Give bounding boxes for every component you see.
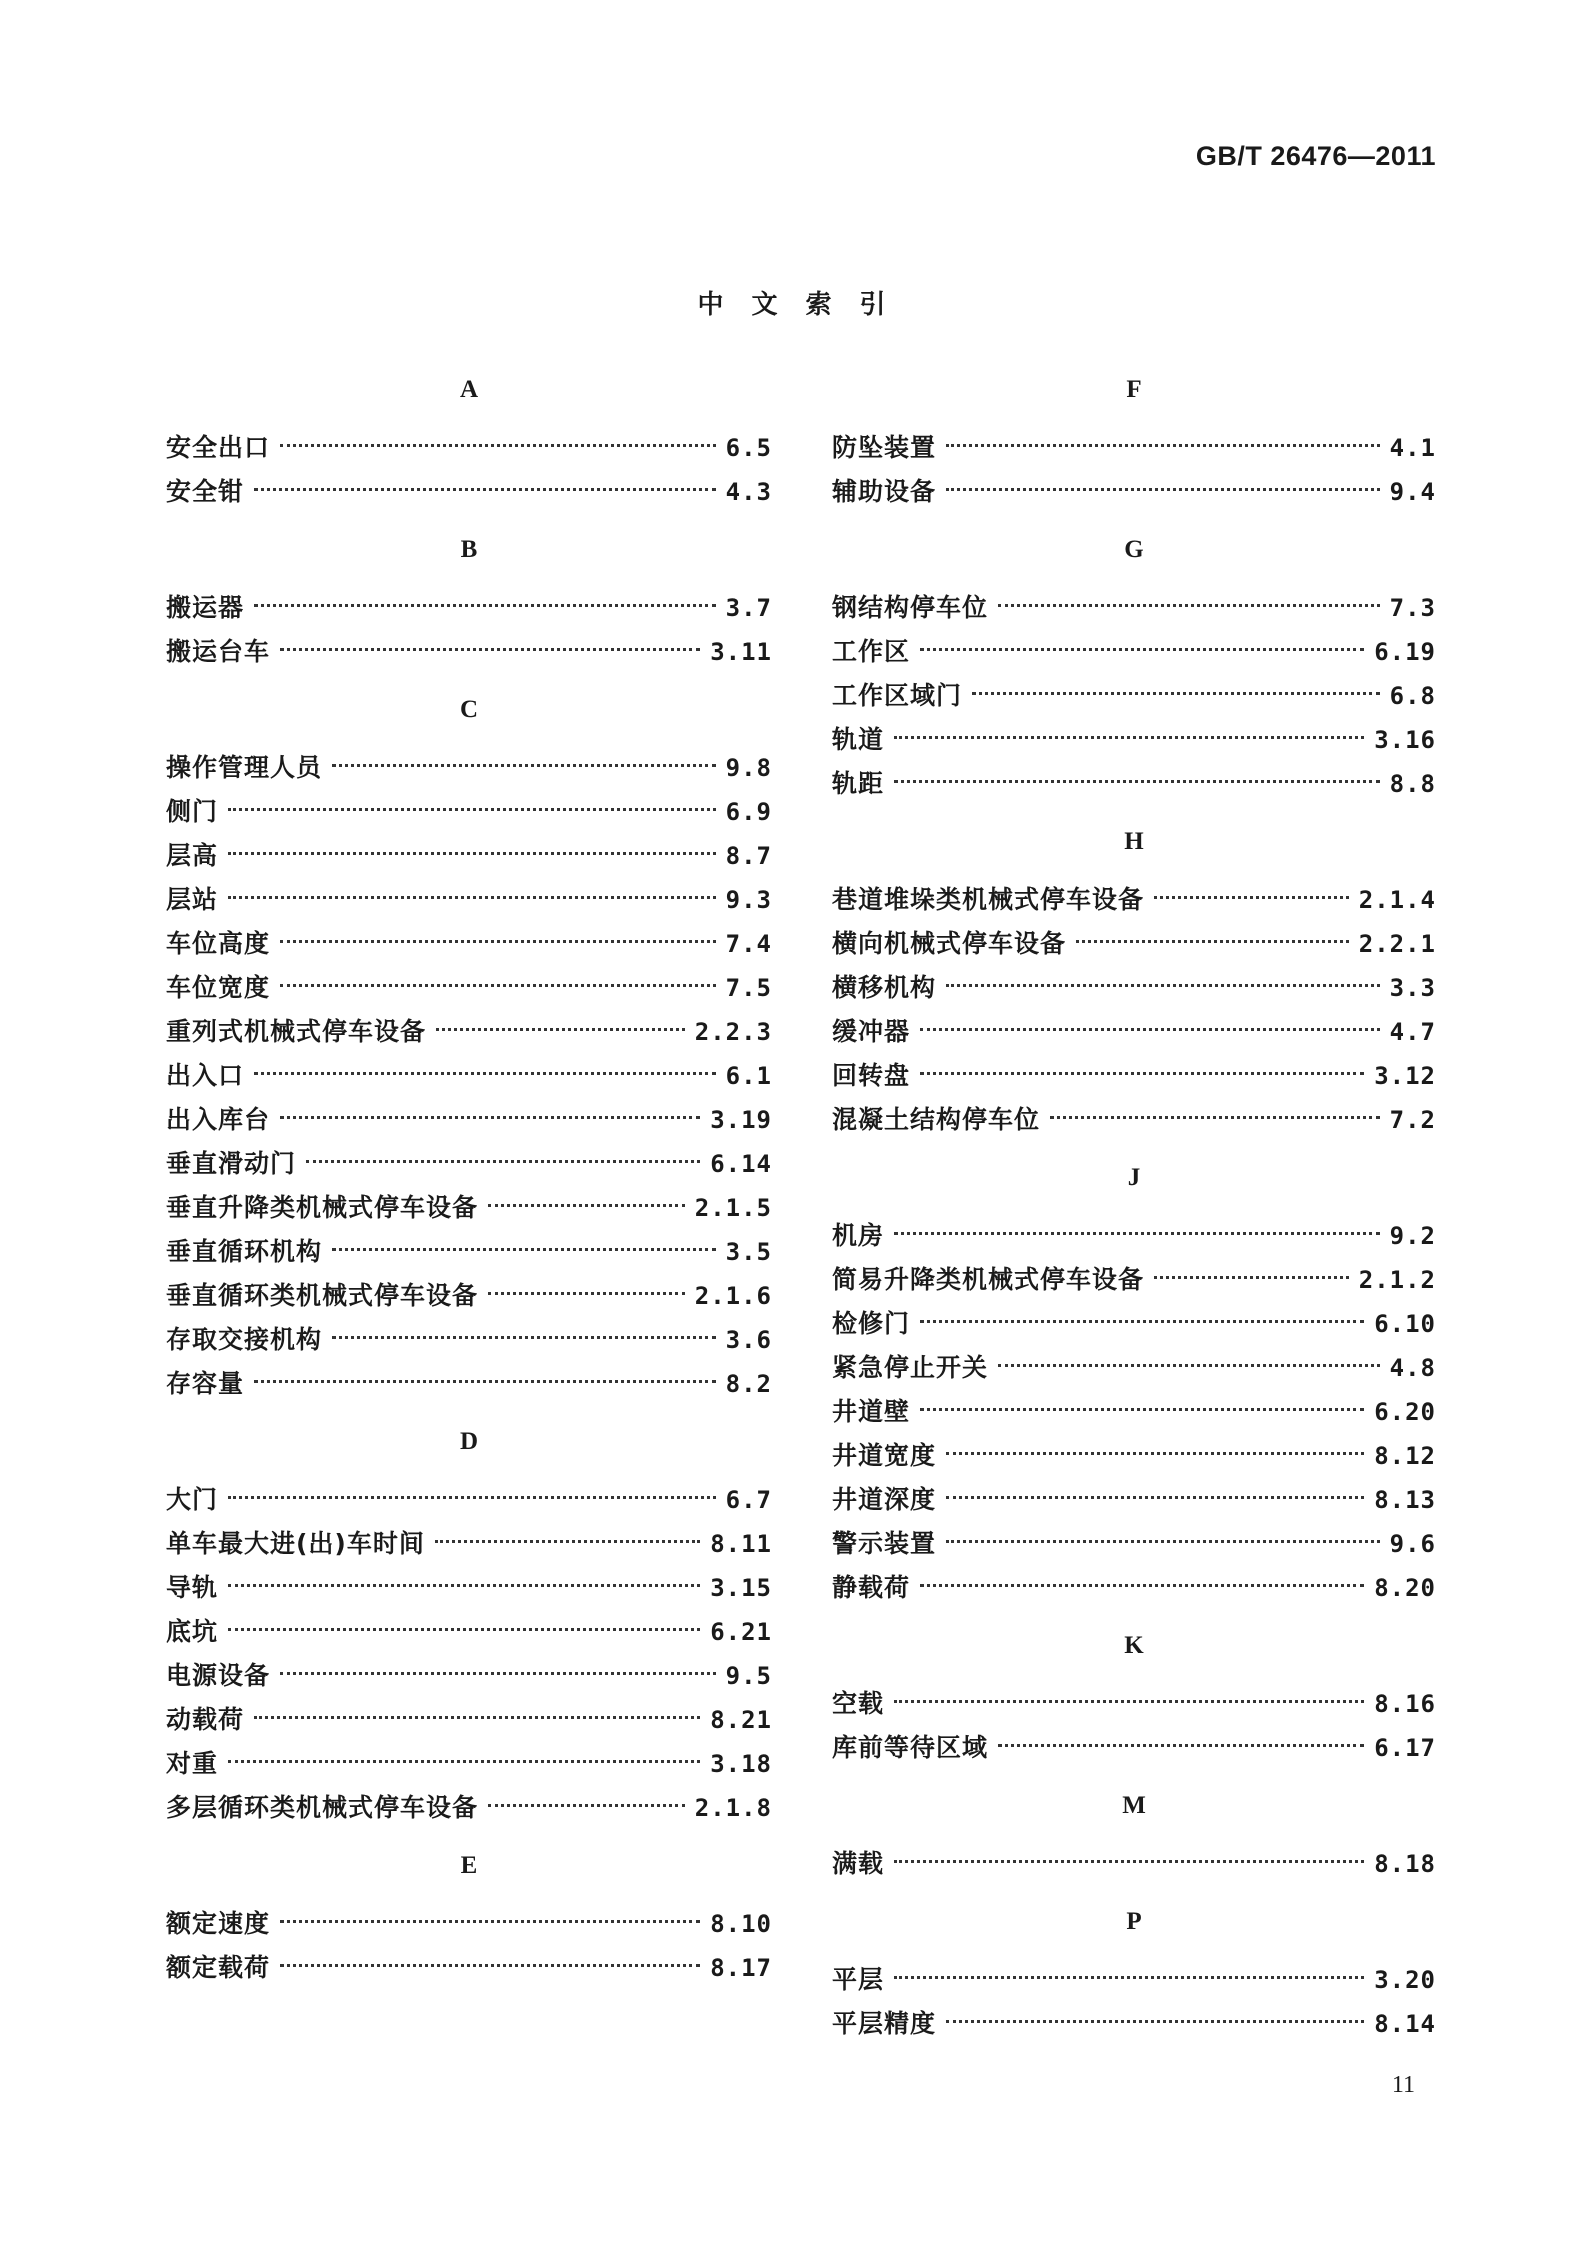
index-section bbox=[832, 1624, 1436, 1770]
leader-dots bbox=[488, 1204, 685, 1207]
index-section bbox=[166, 1844, 772, 1990]
entry-clause-number: 9.6 bbox=[1389, 1530, 1436, 1558]
entry-clause-number: 9.4 bbox=[1389, 478, 1436, 506]
section-letter: P bbox=[1126, 1908, 1142, 1935]
index-entry bbox=[166, 1610, 772, 1654]
leader-dots bbox=[254, 604, 716, 607]
index-entry bbox=[832, 1726, 1436, 1770]
index-entry bbox=[166, 1054, 772, 1098]
entry-term: 重列式机械式停车设备 bbox=[166, 1017, 427, 1046]
entry-clause-number: 8.17 bbox=[710, 1954, 772, 1982]
entry-clause-number: 3.3 bbox=[1389, 974, 1436, 1002]
entry-term: 垂直滑动门 bbox=[166, 1149, 297, 1178]
leader-dots bbox=[894, 1976, 1364, 1979]
leader-dots bbox=[488, 1292, 685, 1295]
page-number: 11 bbox=[1391, 2072, 1415, 2098]
index-entry bbox=[166, 630, 772, 674]
entry-term: 额定载荷 bbox=[166, 1953, 271, 1982]
entry-term: 多层循环类机械式停车设备 bbox=[166, 1793, 479, 1822]
leader-dots bbox=[280, 984, 716, 987]
entry-clause-number: 2.1.4 bbox=[1358, 886, 1436, 914]
index-entry bbox=[832, 1958, 1436, 2002]
entry-clause-number: 3.18 bbox=[710, 1750, 772, 1778]
leader-dots bbox=[306, 1160, 700, 1163]
entry-clause-number: 6.8 bbox=[1389, 682, 1436, 710]
entry-term: 工作区域门 bbox=[832, 681, 963, 710]
index-column-left bbox=[166, 368, 772, 1990]
leader-dots bbox=[280, 1672, 716, 1675]
index-entry bbox=[166, 1274, 772, 1318]
index-section bbox=[832, 368, 1436, 514]
index-entry bbox=[832, 966, 1436, 1010]
index-entry bbox=[832, 1478, 1436, 1522]
entry-clause-number: 3.16 bbox=[1374, 726, 1436, 754]
index-entry bbox=[832, 1010, 1436, 1054]
entry-term: 操作管理人员 bbox=[166, 753, 323, 782]
entry-term: 额定速度 bbox=[166, 1909, 271, 1938]
entry-term: 库前等待区域 bbox=[832, 1733, 989, 1762]
index-entry bbox=[832, 1346, 1436, 1390]
leader-dots bbox=[228, 808, 716, 811]
leader-dots bbox=[488, 1804, 685, 1807]
index-entry bbox=[166, 1186, 772, 1230]
entry-term: 出入口 bbox=[166, 1061, 245, 1090]
leader-dots bbox=[894, 1860, 1364, 1863]
entry-term: 简易升降类机械式停车设备 bbox=[832, 1265, 1145, 1294]
index-section bbox=[166, 368, 772, 514]
entry-term: 对重 bbox=[166, 1749, 219, 1778]
entry-clause-number: 7.4 bbox=[725, 930, 772, 958]
leader-dots bbox=[946, 1496, 1364, 1499]
index-entry bbox=[166, 1654, 772, 1698]
entry-clause-number: 8.16 bbox=[1374, 1690, 1436, 1718]
leader-dots bbox=[972, 692, 1380, 695]
index-entry bbox=[832, 630, 1436, 674]
entry-clause-number: 2.1.8 bbox=[694, 1794, 772, 1822]
index-entry bbox=[832, 1522, 1436, 1566]
index-entry bbox=[166, 922, 772, 966]
leader-dots bbox=[332, 1248, 716, 1251]
index-section bbox=[832, 1156, 1436, 1610]
entry-term: 机房 bbox=[832, 1221, 885, 1250]
leader-dots bbox=[280, 1116, 700, 1119]
page-title: 中文索引 bbox=[697, 290, 914, 320]
entry-term: 井道宽度 bbox=[832, 1441, 937, 1470]
leader-dots bbox=[998, 1744, 1364, 1747]
leader-dots bbox=[946, 2020, 1364, 2023]
entry-term: 轨道 bbox=[832, 725, 885, 754]
index-entry bbox=[832, 718, 1436, 762]
entry-clause-number: 9.3 bbox=[725, 886, 772, 914]
entry-clause-number: 9.2 bbox=[1389, 1222, 1436, 1250]
index-entry bbox=[166, 470, 772, 514]
index-entry bbox=[166, 746, 772, 790]
index-entry bbox=[166, 878, 772, 922]
entry-clause-number: 8.14 bbox=[1374, 2010, 1436, 2038]
leader-dots bbox=[228, 1584, 700, 1587]
index-entry bbox=[832, 1258, 1436, 1302]
leader-dots bbox=[254, 1380, 716, 1383]
leader-dots bbox=[1050, 1116, 1380, 1119]
leader-dots bbox=[280, 1920, 700, 1923]
section-letter: C bbox=[459, 696, 479, 723]
entry-term: 轨距 bbox=[832, 769, 885, 798]
entry-clause-number: 6.5 bbox=[725, 434, 772, 462]
entry-term: 动载荷 bbox=[166, 1705, 245, 1734]
index-entry bbox=[166, 1786, 772, 1830]
leader-dots bbox=[332, 1336, 716, 1339]
leader-dots bbox=[920, 1584, 1364, 1587]
index-entry bbox=[166, 1230, 772, 1274]
leader-dots bbox=[280, 444, 716, 447]
entry-clause-number: 7.2 bbox=[1389, 1106, 1436, 1134]
entry-term: 回转盘 bbox=[832, 1061, 911, 1090]
leader-dots bbox=[280, 648, 700, 651]
index-entry bbox=[166, 1742, 772, 1786]
entry-term: 静载荷 bbox=[832, 1573, 911, 1602]
index-section bbox=[166, 1420, 772, 1830]
entry-term: 搬运台车 bbox=[166, 637, 271, 666]
entry-clause-number: 6.19 bbox=[1374, 638, 1436, 666]
entry-clause-number: 8.18 bbox=[1374, 1850, 1436, 1878]
entry-term: 警示装置 bbox=[832, 1529, 937, 1558]
entry-clause-number: 3.7 bbox=[725, 594, 772, 622]
entry-term: 大门 bbox=[166, 1485, 219, 1514]
index-entry bbox=[832, 1842, 1436, 1886]
entry-clause-number: 7.5 bbox=[725, 974, 772, 1002]
leader-dots bbox=[435, 1540, 700, 1543]
leader-dots bbox=[1154, 896, 1349, 899]
entry-clause-number: 6.14 bbox=[710, 1150, 772, 1178]
entry-clause-number: 3.6 bbox=[725, 1326, 772, 1354]
entry-term: 井道深度 bbox=[832, 1485, 937, 1514]
leader-dots bbox=[920, 1072, 1364, 1075]
entry-term: 平层精度 bbox=[832, 2009, 937, 2038]
section-letter: D bbox=[459, 1428, 479, 1455]
entry-term: 搬运器 bbox=[166, 593, 245, 622]
leader-dots bbox=[280, 940, 716, 943]
leader-dots bbox=[254, 1072, 716, 1075]
entry-term: 井道壁 bbox=[832, 1397, 911, 1426]
entry-clause-number: 4.1 bbox=[1389, 434, 1436, 462]
index-entry bbox=[832, 1682, 1436, 1726]
leader-dots bbox=[228, 852, 716, 855]
index-entry bbox=[832, 2002, 1436, 2046]
entry-term: 缓冲器 bbox=[832, 1017, 911, 1046]
section-letter: M bbox=[1122, 1792, 1146, 1819]
entry-term: 安全钳 bbox=[166, 477, 245, 506]
entry-clause-number: 6.7 bbox=[725, 1486, 772, 1514]
index-section bbox=[832, 820, 1436, 1142]
leader-dots bbox=[998, 604, 1380, 607]
leader-dots bbox=[228, 1628, 700, 1631]
entry-term: 垂直循环类机械式停车设备 bbox=[166, 1281, 479, 1310]
index-entry bbox=[832, 1434, 1436, 1478]
index-entry bbox=[166, 1522, 772, 1566]
section-letter: J bbox=[1127, 1164, 1141, 1191]
index-entry bbox=[832, 426, 1436, 470]
entry-clause-number: 9.8 bbox=[725, 754, 772, 782]
leader-dots bbox=[1076, 940, 1349, 943]
index-section bbox=[832, 1900, 1436, 2046]
entry-clause-number: 3.5 bbox=[725, 1238, 772, 1266]
leader-dots bbox=[946, 488, 1380, 491]
leader-dots bbox=[894, 736, 1364, 739]
index-entry bbox=[166, 1362, 772, 1406]
index-entry bbox=[166, 790, 772, 834]
entry-clause-number: 8.12 bbox=[1374, 1442, 1436, 1470]
entry-term: 防坠装置 bbox=[832, 433, 937, 462]
entry-clause-number: 8.11 bbox=[710, 1530, 772, 1558]
leader-dots bbox=[946, 984, 1380, 987]
entry-clause-number: 7.3 bbox=[1389, 594, 1436, 622]
entry-term: 存容量 bbox=[166, 1369, 245, 1398]
index-entry bbox=[832, 1302, 1436, 1346]
index-entry bbox=[832, 878, 1436, 922]
entry-term: 巷道堆垛类机械式停车设备 bbox=[832, 885, 1145, 914]
index-entry bbox=[832, 762, 1436, 806]
index-section bbox=[166, 528, 772, 674]
index-entry bbox=[166, 1318, 772, 1362]
entry-clause-number: 2.2.3 bbox=[694, 1018, 772, 1046]
index-entry bbox=[166, 1098, 772, 1142]
entry-term: 层站 bbox=[166, 885, 219, 914]
leader-dots bbox=[332, 764, 716, 767]
index-entry bbox=[832, 1566, 1436, 1610]
index-entry bbox=[166, 834, 772, 878]
index-entry bbox=[832, 470, 1436, 514]
section-letter: G bbox=[1124, 536, 1144, 563]
entry-clause-number: 8.7 bbox=[725, 842, 772, 870]
entry-term: 辅助设备 bbox=[832, 477, 937, 506]
index-entry bbox=[166, 1698, 772, 1742]
entry-term: 工作区 bbox=[832, 637, 911, 666]
entry-term: 垂直升降类机械式停车设备 bbox=[166, 1193, 479, 1222]
entry-term: 空载 bbox=[832, 1689, 885, 1718]
standard-number: GB/T 26476—2011 bbox=[1195, 141, 1436, 171]
leader-dots bbox=[254, 1716, 700, 1719]
section-letter: E bbox=[460, 1852, 478, 1879]
entry-clause-number: 3.19 bbox=[710, 1106, 772, 1134]
entry-term: 检修门 bbox=[832, 1309, 911, 1338]
index-entry bbox=[832, 1054, 1436, 1098]
index-section bbox=[832, 1784, 1436, 1886]
index-entry bbox=[832, 1214, 1436, 1258]
index-entry bbox=[166, 1478, 772, 1522]
entry-term: 钢结构停车位 bbox=[832, 593, 989, 622]
entry-term: 混凝土结构停车位 bbox=[832, 1105, 1041, 1134]
leader-dots bbox=[920, 1028, 1380, 1031]
entry-clause-number: 9.5 bbox=[725, 1662, 772, 1690]
section-letter: F bbox=[1126, 376, 1142, 403]
entry-term: 电源设备 bbox=[166, 1661, 271, 1690]
index-entry bbox=[166, 426, 772, 470]
entry-term: 安全出口 bbox=[166, 433, 271, 462]
entry-clause-number: 8.2 bbox=[725, 1370, 772, 1398]
leader-dots bbox=[228, 896, 716, 899]
index-entry bbox=[832, 586, 1436, 630]
section-letter: B bbox=[460, 536, 478, 563]
entry-term: 车位宽度 bbox=[166, 973, 271, 1002]
entry-clause-number: 6.21 bbox=[710, 1618, 772, 1646]
section-letter: H bbox=[1124, 828, 1144, 855]
entry-term: 导轨 bbox=[166, 1573, 219, 1602]
entry-term: 横移机构 bbox=[832, 973, 937, 1002]
leader-dots bbox=[894, 1232, 1380, 1235]
entry-term: 单车最大进(出)车时间 bbox=[166, 1529, 425, 1558]
entry-clause-number: 6.20 bbox=[1374, 1398, 1436, 1426]
entry-clause-number: 4.7 bbox=[1389, 1018, 1436, 1046]
entry-term: 横向机械式停车设备 bbox=[832, 929, 1067, 958]
leader-dots bbox=[946, 1540, 1380, 1543]
index-column-right bbox=[832, 368, 1436, 2046]
entry-term: 底坑 bbox=[166, 1617, 219, 1646]
entry-term: 满载 bbox=[832, 1849, 885, 1878]
entry-term: 垂直循环机构 bbox=[166, 1237, 323, 1266]
entry-term: 侧门 bbox=[166, 797, 219, 826]
leader-dots bbox=[894, 780, 1380, 783]
index-entry bbox=[832, 1390, 1436, 1434]
entry-clause-number: 4.3 bbox=[725, 478, 772, 506]
index-section bbox=[166, 688, 772, 1406]
entry-term: 车位高度 bbox=[166, 929, 271, 958]
section-letter: A bbox=[459, 376, 479, 403]
entry-clause-number: 8.8 bbox=[1389, 770, 1436, 798]
leader-dots bbox=[998, 1364, 1380, 1367]
entry-term: 出入库台 bbox=[166, 1105, 271, 1134]
entry-clause-number: 6.17 bbox=[1374, 1734, 1436, 1762]
entry-clause-number: 3.20 bbox=[1374, 1966, 1436, 1994]
entry-clause-number: 2.1.2 bbox=[1358, 1266, 1436, 1294]
entry-clause-number: 8.21 bbox=[710, 1706, 772, 1734]
entry-clause-number: 8.10 bbox=[710, 1910, 772, 1938]
leader-dots bbox=[254, 488, 716, 491]
entry-clause-number: 6.1 bbox=[725, 1062, 772, 1090]
index-entry bbox=[166, 586, 772, 630]
index-entry bbox=[166, 1566, 772, 1610]
entry-term: 存取交接机构 bbox=[166, 1325, 323, 1354]
leader-dots bbox=[280, 1964, 700, 1967]
leader-dots bbox=[228, 1760, 700, 1763]
leader-dots bbox=[920, 1408, 1364, 1411]
entry-clause-number: 2.1.5 bbox=[694, 1194, 772, 1222]
entry-clause-number: 2.2.1 bbox=[1358, 930, 1436, 958]
entry-clause-number: 3.12 bbox=[1374, 1062, 1436, 1090]
leader-dots bbox=[946, 1452, 1364, 1455]
index-entry bbox=[166, 1010, 772, 1054]
index-entry bbox=[166, 1902, 772, 1946]
leader-dots bbox=[946, 444, 1380, 447]
leader-dots bbox=[894, 1700, 1364, 1703]
entry-clause-number: 3.15 bbox=[710, 1574, 772, 1602]
leader-dots bbox=[920, 1320, 1364, 1323]
leader-dots bbox=[1154, 1276, 1349, 1279]
leader-dots bbox=[920, 648, 1364, 651]
leader-dots bbox=[436, 1028, 685, 1031]
index-entry bbox=[832, 674, 1436, 718]
index-entry bbox=[166, 966, 772, 1010]
index-entry bbox=[832, 922, 1436, 966]
index-section bbox=[832, 528, 1436, 806]
index-entry bbox=[166, 1142, 772, 1186]
entry-clause-number: 2.1.6 bbox=[694, 1282, 772, 1310]
entry-term: 紧急停止开关 bbox=[832, 1353, 989, 1382]
section-letter: K bbox=[1124, 1632, 1144, 1659]
entry-term: 平层 bbox=[832, 1965, 885, 1994]
leader-dots bbox=[228, 1496, 716, 1499]
index-entry bbox=[832, 1098, 1436, 1142]
entry-clause-number: 6.10 bbox=[1374, 1310, 1436, 1338]
entry-clause-number: 4.8 bbox=[1389, 1354, 1436, 1382]
entry-term: 层高 bbox=[166, 841, 219, 870]
entry-clause-number: 8.13 bbox=[1374, 1486, 1436, 1514]
index-entry bbox=[166, 1946, 772, 1990]
entry-clause-number: 6.9 bbox=[725, 798, 772, 826]
entry-clause-number: 3.11 bbox=[710, 638, 772, 666]
entry-clause-number: 8.20 bbox=[1374, 1574, 1436, 1602]
